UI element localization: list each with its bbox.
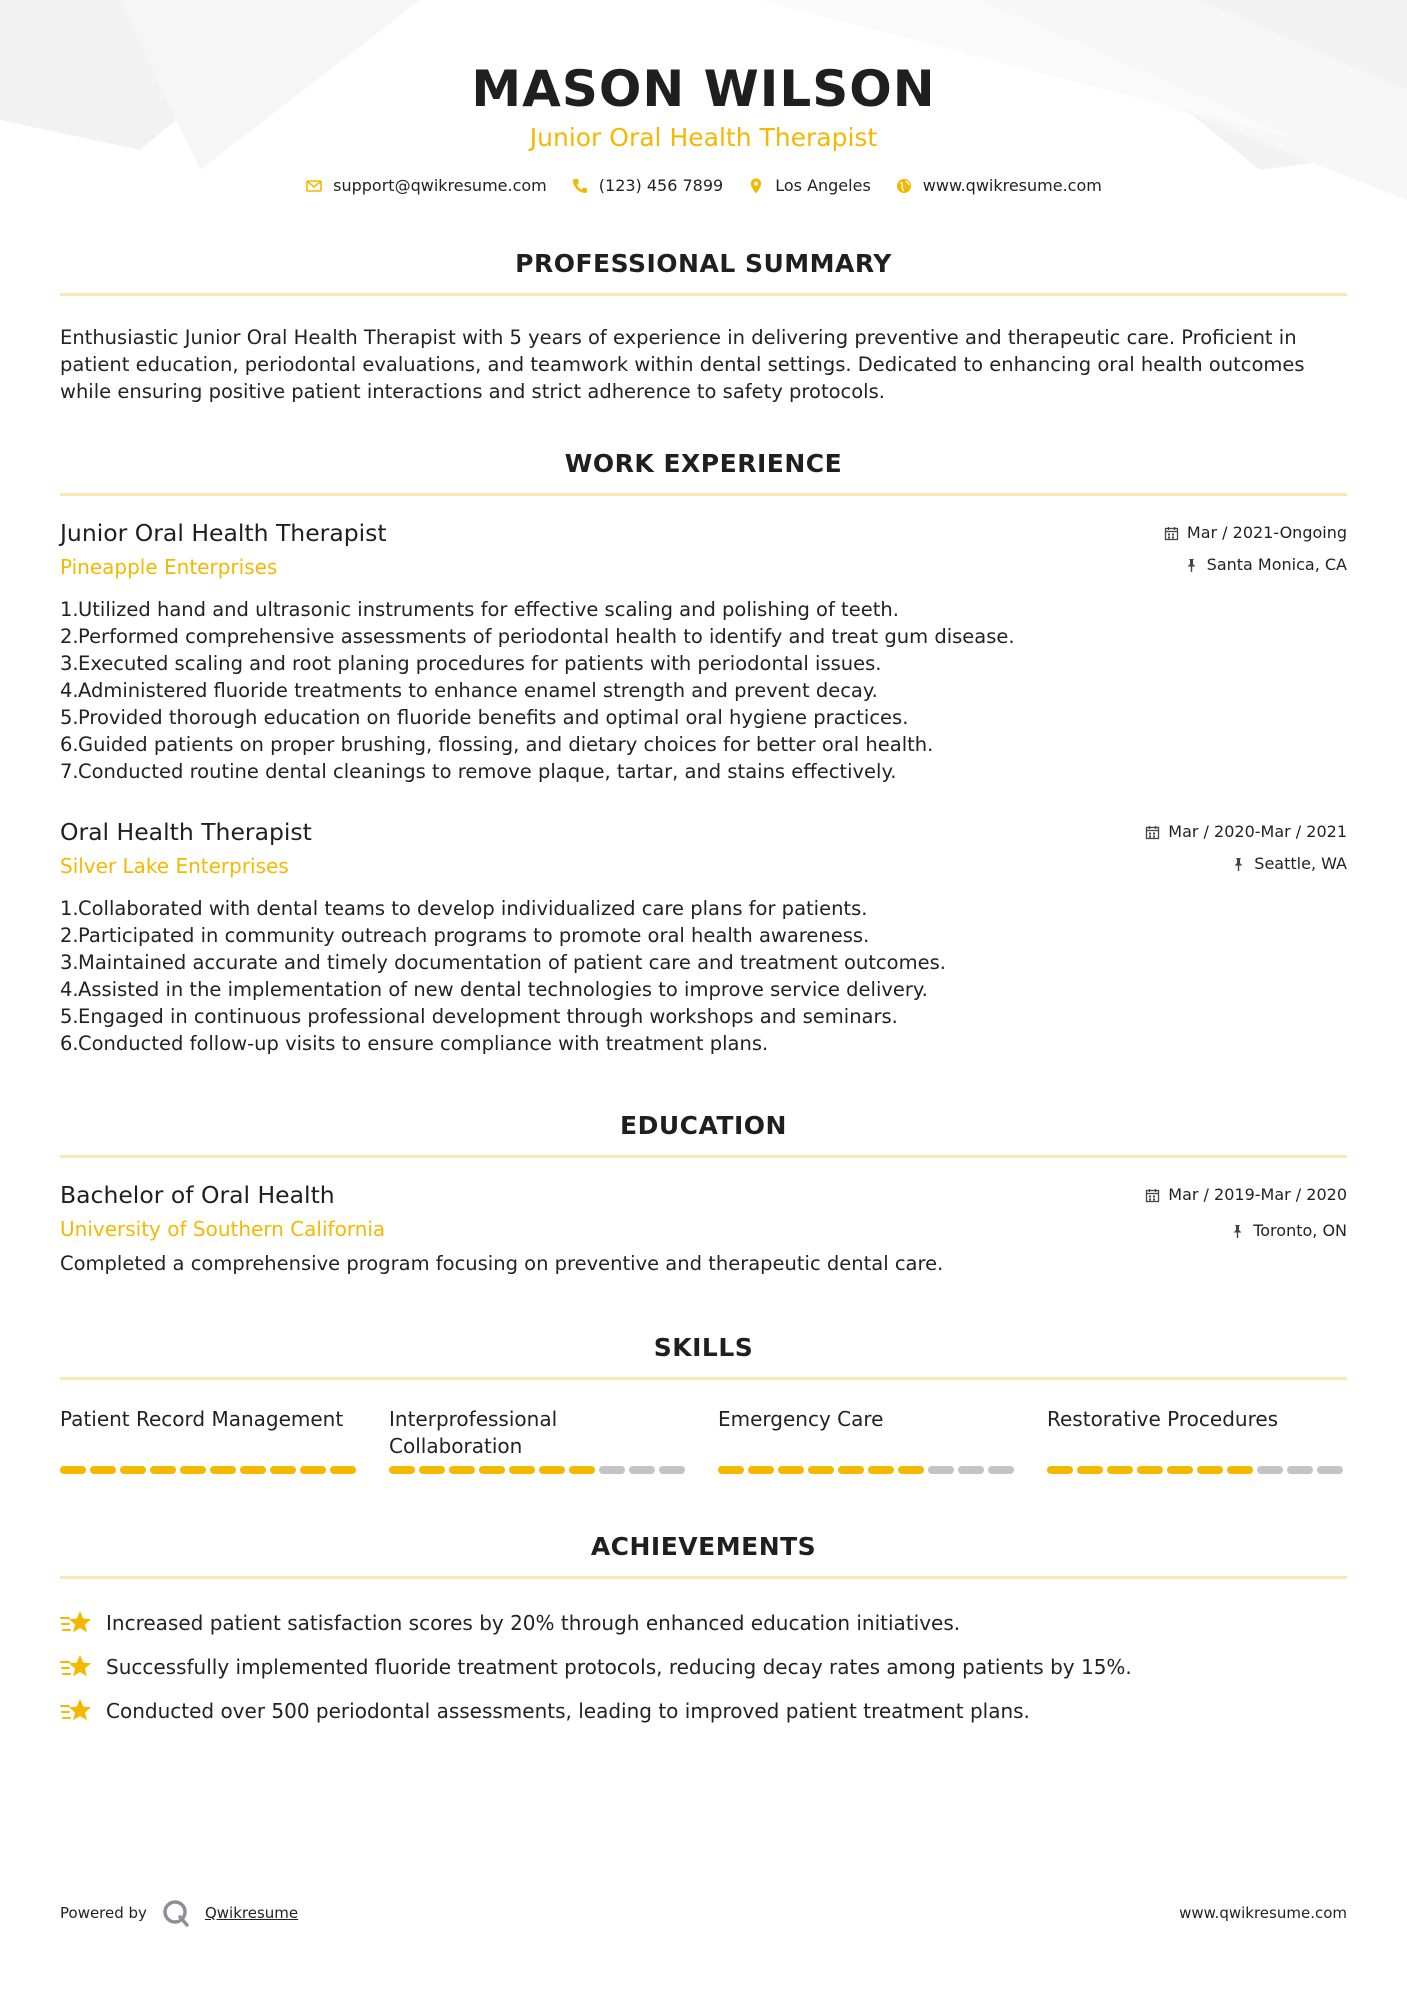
bullet-number: 7. [60,760,79,783]
skill-item [60,1406,360,1474]
skill-level-segment [928,1466,954,1474]
job-bullet [60,704,1347,731]
candidate-name: MASON WILSON [471,60,936,118]
skill-level-segment [210,1466,236,1474]
footer-website[interactable]: www.qwikresume.com [1179,1904,1347,1922]
location-text: Los Angeles [775,176,871,195]
bullet-text: Conducted follow-up visits to ensure compliance with treatment plans. [78,1032,769,1055]
job-title: Junior Oral Health Therapist [60,519,387,547]
skill-level-bar [60,1466,360,1474]
skill-level-segment [449,1466,475,1474]
experience-title: WORK EXPERIENCE [564,449,843,478]
skill-name: Patient Record Management [60,1407,344,1431]
page-footer [60,1898,1347,1928]
bullet-number: 2. [60,924,79,947]
skill-level-segment [1077,1466,1103,1474]
bullet-text: Conducted routine dental cleanings to remove plaque, tartar, and stains effectively. [78,760,897,783]
skill-level-segment [539,1466,565,1474]
bullet-number: 6. [60,1032,79,1055]
job-entry [60,518,1347,785]
achievement-text: Increased patient satisfaction scores by 20% through enhanced education initiatives. [106,1610,961,1635]
job-location: Seattle, WA [1254,854,1347,873]
bullet-text: Executed scaling and root planing procedures for patients with periodontal issues. [78,652,882,675]
resume-header [60,0,1347,195]
skill-item [389,1406,689,1474]
bullet-number: 5. [60,1005,79,1028]
skill-level-segment [1227,1466,1253,1474]
job-dates: Mar / 2020-Mar / 2021 [1168,822,1347,841]
achievement-list [60,1601,1347,1733]
skill-level-segment [599,1466,625,1474]
section-divider [60,493,1347,496]
candidate-role: Junior Oral Health Therapist [529,123,878,152]
job-bullet [60,949,1347,976]
skill-level-segment [629,1466,655,1474]
skill-level-bar [718,1466,1018,1474]
achievements-title: ACHIEVEMENTS [590,1532,817,1561]
skill-level-segment [180,1466,206,1474]
pushpin-icon [1184,558,1199,573]
skill-level-segment [90,1466,116,1474]
company-name: Silver Lake Enterprises [60,854,289,878]
bullet-text: Utilized hand and ultrasonic instruments for effective scaling and polishing of teeth. [78,598,899,621]
skill-level-segment [509,1466,535,1474]
job-bullet [60,677,1347,704]
skill-item [1047,1406,1347,1474]
bullet-text: Participated in community outreach programs to promote oral health awareness. [78,924,870,947]
job-bullet [60,1003,1347,1030]
achievement-text: Successfully implemented fluoride treatment protocols, reducing decay rates among patients by 15%. [106,1654,1132,1679]
job-entry [60,817,1347,1057]
degree-title: Bachelor of Oral Health [60,1181,335,1209]
skill-level-segment [300,1466,326,1474]
job-bullets [60,596,1347,785]
bullet-text: Performed comprehensive assessments of periodontal health to identify and treat gum disease. [78,625,1015,648]
skill-level-bar [1047,1466,1347,1474]
achievement-item [60,1601,1347,1645]
section-divider [60,293,1347,296]
job-dates: Mar / 2021-Ongoing [1186,523,1347,542]
star-icon [60,1697,92,1725]
contact-email[interactable] [305,176,547,195]
achievement-item [60,1689,1347,1733]
footer-branding [60,1898,298,1928]
bullet-text: Administered fluoride treatments to enhance enamel strength and prevent decay. [78,679,878,702]
job-bullet [60,731,1347,758]
skill-level-segment [1047,1466,1073,1474]
skill-item [718,1406,1018,1474]
bullet-number: 4. [60,679,79,702]
bullet-number: 3. [60,951,79,974]
achievement-item [60,1645,1347,1689]
pushpin-icon [1231,857,1246,872]
bullet-text: Assisted in the implementation of new dental technologies to improve service delivery. [78,978,928,1001]
bullet-number: 6. [60,733,79,756]
skill-level-segment [808,1466,834,1474]
education-description: Completed a comprehensive program focusing on preventive and therapeutic dental care. [60,1252,944,1275]
bullet-number: 1. [60,598,79,621]
skill-level-segment [1197,1466,1223,1474]
bullet-number: 2. [60,625,79,648]
contact-phone[interactable] [571,176,723,195]
website-text: www.qwikresume.com [922,176,1102,195]
skill-list [60,1406,1347,1474]
contact-location [747,176,871,195]
skill-level-segment [718,1466,744,1474]
contact-website[interactable] [895,176,1102,195]
achievement-text: Conducted over 500 periodontal assessments, leading to improved patient treatment plans. [106,1698,1030,1723]
skill-level-segment [838,1466,864,1474]
education-dates: Mar / 2019-Mar / 2020 [1168,1185,1347,1204]
skill-name: Restorative Procedures [1047,1407,1279,1431]
job-bullet [60,895,1347,922]
skill-level-segment [988,1466,1014,1474]
bullet-number: 5. [60,706,79,729]
calendar-icon [1164,526,1179,541]
calendar-icon [1145,825,1160,840]
school-name: University of Southern California [60,1217,386,1241]
qwikresume-logo-icon [161,1898,191,1928]
summary-text: Enthusiastic Junior Oral Health Therapist with 5 years of experience in delivering preventive and therapeutic care. Proficient in patient education, periodontal evaluations, and teamwork within dental settings. Dedicated to enhancing oral health outcomes while ensuring positive patient interactions and strict adherence to safety protocols. [60,326,1305,403]
map-pin-icon [747,177,765,195]
skill-level-segment [748,1466,774,1474]
job-bullet [60,922,1347,949]
bullet-text: Provided thorough education on fluoride benefits and optimal oral hygiene practices. [78,706,909,729]
skill-level-segment [120,1466,146,1474]
skill-level-segment [958,1466,984,1474]
bullet-number: 1. [60,897,79,920]
skill-level-segment [150,1466,176,1474]
job-list [60,518,1347,1057]
phone-icon [571,177,589,195]
skill-level-segment [1167,1466,1193,1474]
skill-level-segment [479,1466,505,1474]
education-section [60,1111,1347,1277]
company-name: Pineapple Enterprises [60,555,278,579]
summary-title: PROFESSIONAL SUMMARY [515,249,892,278]
job-bullet [60,758,1347,785]
job-location: Santa Monica, CA [1206,555,1347,574]
skill-name: Emergency Care [718,1407,884,1431]
skills-section [60,1333,1347,1474]
job-meta [1145,817,1347,875]
job-bullet [60,596,1347,623]
pushpin-icon [1230,1224,1245,1239]
skill-level-segment [1287,1466,1313,1474]
section-divider [60,1155,1347,1158]
bullet-number: 4. [60,978,79,1001]
experience-section [60,449,1347,1057]
bullet-text: Collaborated with dental teams to develop individualized care plans for patients. [78,897,868,920]
bullet-number: 3. [60,652,79,675]
bullet-text: Engaged in continuous professional development through workshops and seminars. [78,1005,898,1028]
job-bullet [60,623,1347,650]
powered-by-label: Powered by [60,1904,147,1922]
calendar-icon [1145,1188,1160,1203]
envelope-icon [305,177,323,195]
section-divider [60,1576,1347,1579]
job-bullet [60,1030,1347,1057]
skill-level-segment [778,1466,804,1474]
job-bullet [60,650,1347,677]
skill-level-segment [240,1466,266,1474]
achievements-section [60,1532,1347,1733]
skill-level-segment [569,1466,595,1474]
skills-title: SKILLS [653,1333,754,1362]
star-icon [60,1653,92,1681]
education-entry [60,1180,1347,1277]
skill-level-segment [1257,1466,1283,1474]
skill-level-segment [659,1466,685,1474]
skill-level-segment [389,1466,415,1474]
job-meta [1164,518,1347,576]
job-bullet [60,976,1347,1003]
education-title: EDUCATION [620,1111,787,1140]
globe-icon [895,177,913,195]
section-divider [60,1377,1347,1380]
summary-section [60,249,1347,405]
star-icon [60,1609,92,1637]
skill-level-segment [270,1466,296,1474]
skill-level-segment [1317,1466,1343,1474]
job-title: Oral Health Therapist [60,818,312,846]
skill-level-segment [898,1466,924,1474]
phone-text: (123) 456 7899 [598,176,724,195]
email-text: support@qwikresume.com [333,176,547,195]
skill-level-segment [419,1466,445,1474]
contact-bar [60,176,1347,195]
job-bullets [60,895,1347,1057]
skill-level-segment [1107,1466,1133,1474]
skill-level-segment [330,1466,356,1474]
education-location: Toronto, ON [1253,1221,1347,1240]
skill-level-bar [389,1466,689,1474]
bullet-text: Maintained accurate and timely documentation of patient care and treatment outcomes. [78,951,946,974]
skill-name: Interprofessional Collaboration [389,1407,558,1458]
education-meta [1145,1180,1347,1242]
skill-level-segment [1137,1466,1163,1474]
bullet-text: Guided patients on proper brushing, flossing, and dietary choices for better oral health. [78,733,934,756]
skill-level-segment [60,1466,86,1474]
footer-brand-link[interactable]: Qwikresume [204,1904,299,1922]
skill-level-segment [868,1466,894,1474]
